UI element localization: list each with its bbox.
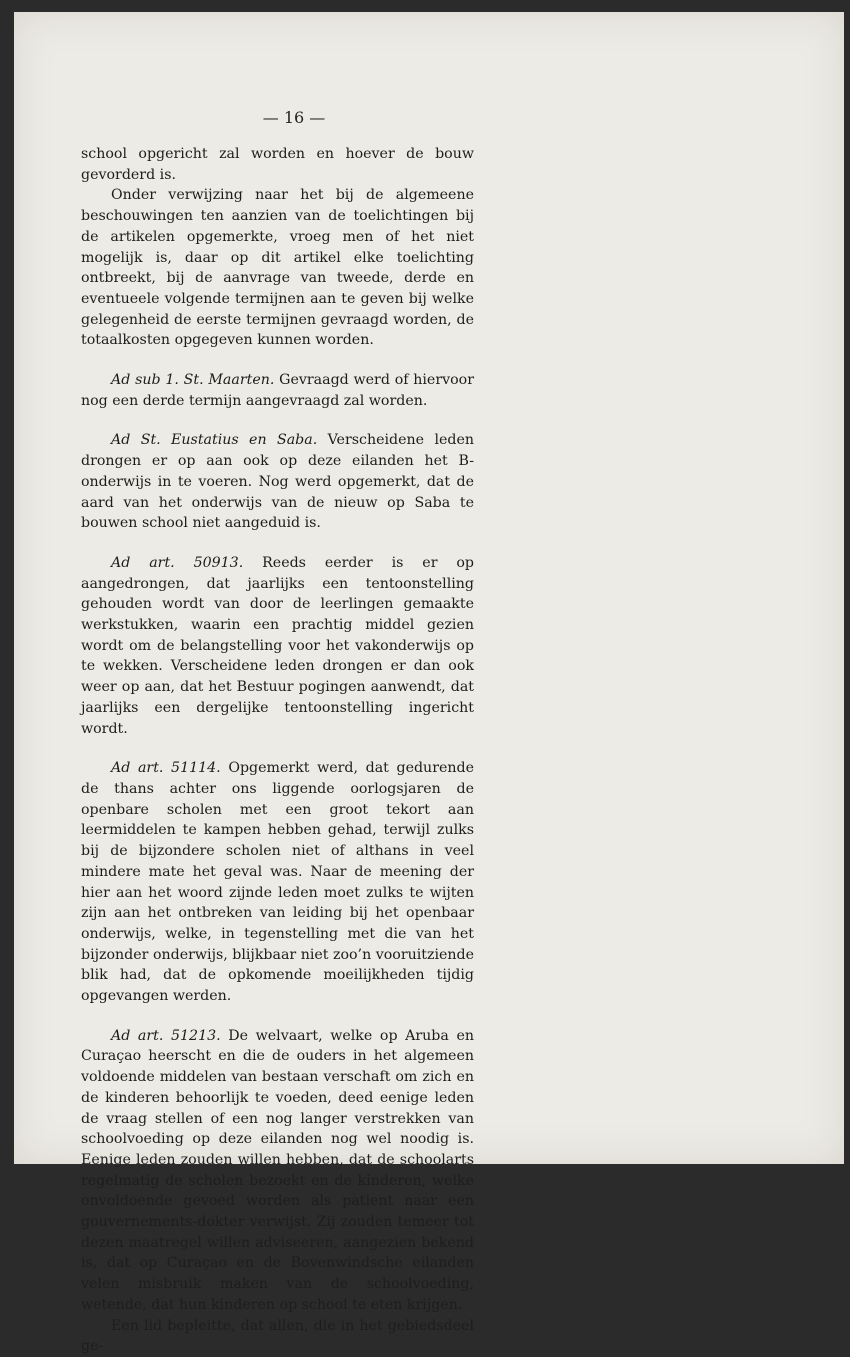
paragraph-lead: Ad art. 51213. xyxy=(111,1027,221,1044)
paragraph-art-51213: Ad art. 51213. De welvaart, welke op Aruba en Curaçao heerscht en die de ouders in het algemeen voldoende middelen van bestaan verschaft om zich en de kinderen behoorlijk te voeden, deed eenige leden de vraag stellen of een nog langer verstrekken van schoolvoeding op deze eilanden nog wel noodig is. Eenige leden zouden willen hebben, dat de schoolarts regelmatig de scholen bezoekt en de kinderen, welke onvoldoende gevoed worden als patient naar een gouvernements-dokter verwijst. Zij zouden temeer tot dezen maatregel willen adviseeren, aangezien bekend is, dat op Curaçao en de Bovenwindsche eilanden velen misbruik maken van de schoolvoeding, wetende, dat hun kinderen op school te eten krijgen. xyxy=(81,1027,474,1313)
paragraph-closing: Een lid bepleitte, dat allen, die in het gebiedsdeel ge- xyxy=(81,1317,474,1355)
paragraph-lead: Ad St. Eustatius en Saba. xyxy=(111,432,318,449)
paragraph-lead: Ad art. 51114. xyxy=(111,760,221,777)
paragraph-continuation: school opgericht zal worden en hoever de bouw gevorderd is. xyxy=(81,146,474,183)
paragraph-statia-saba: Ad St. Eustatius en Saba. Verscheidene leden drongen er op aan ook op deze eilanden het B-onderwijs in te voeren. Nog werd opgemerkt, dat de aard van het onderwijs van de nieuw op Saba te bouwen school niet aangeduid is. xyxy=(81,432,474,532)
paragraph-lead: Ad sub 1. St. Maarten. xyxy=(111,372,275,389)
paragraph-lead: Ad art. 50913. xyxy=(111,554,244,571)
body-text xyxy=(81,144,474,1357)
paragraph-art-51114: Ad art. 51114. Opgemerkt werd, dat gedurende de thans achter ons liggende oorlogsjaren de openbare scholen met een groot tekort aan leermiddelen te kampen hebben gehad, terwijl zulks bij de bijzondere scholen niet of althans in veel mindere mate het geval was. Naar de meening der hier aan het woord zijnde leden moet zulks te wijten zijn aan het ontbreken van leiding bij het openbaar onderwijs, welke, in tegenstelling met die van het bijzonder onderwijs, blijkbaar niet zoo’n vooruitziende blik had, dat de opkomende moeilijkheden tijdig opgevangen werden. xyxy=(81,760,474,1005)
page-number: — 16 — xyxy=(262,108,326,127)
paragraph-art-50913: Ad art. 50913. Reeds eerder is er op aangedrongen, dat jaarlijks een tentoonstelling gehouden wordt van door de leerlingen gemaakte werkstukken, waarin een prachtig middel gezien wordt om de belangstelling voor het vakonderwijs op te wekken. Verscheidene leden drongen er dan ook weer op aan, dat het Bestuur pogingen aanwendt, dat jaarlijks een dergelijke tentoonstelling ingericht wordt. xyxy=(81,554,474,737)
paragraph-sint-maarten: Ad sub 1. St. Maarten. Gevraagd werd of hiervoor nog een derde termijn aangevraagd zal worden. xyxy=(81,372,474,409)
paragraph-general-remarks: Onder verwijzing naar het bij de algemeene beschouwingen ten aanzien van de toelichtingen bij de artikelen opgemerkte, vroeg men of het niet mogelijk is, daar op dit artikel elke toelichting ontbreekt, bij de aanvrage van tweede, derde en eventueele volgende termijnen aan te geven bij welke gelegenheid de eerste termijnen gevraagd worden, de totaalkosten opgegeven kunnen worden. xyxy=(81,187,474,349)
document-page xyxy=(14,12,844,1355)
